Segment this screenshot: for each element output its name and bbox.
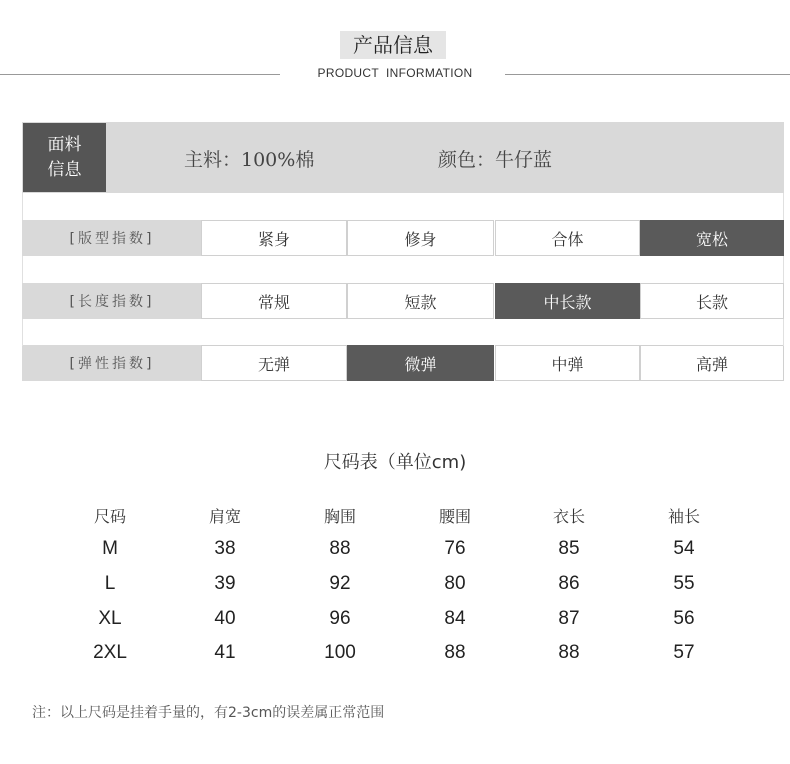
size-table-cell: 96	[329, 608, 351, 629]
size-table-cell: 86	[558, 573, 580, 594]
size-table-cell: 40	[214, 608, 236, 629]
row-spacer	[22, 193, 784, 220]
size-table-cell: 2XL	[93, 642, 127, 663]
length-index-option: 中长款	[495, 283, 640, 319]
size-table-cell: 84	[444, 608, 466, 629]
row-spacer	[22, 319, 784, 346]
size-table-cell: 87	[558, 608, 580, 629]
length-index-option: 常规	[201, 283, 347, 319]
size-table-header: 衣长	[552, 507, 585, 526]
size-table-cell: 56	[673, 608, 695, 629]
size-table-cell: 41	[214, 642, 236, 663]
size-table-cell: 92	[329, 573, 351, 594]
size-table-header: 腰围	[438, 507, 471, 526]
measurement-note: 注：以上尺码是挂着手量的，有2-3cm的误差属正常范围	[32, 705, 385, 721]
fabric-color: 颜色：牛仔蓝	[438, 149, 553, 171]
size-table-header: 肩宽	[208, 507, 241, 526]
stretch-index-option: 无弹	[201, 345, 347, 381]
size-table-cell: 57	[673, 642, 695, 663]
page-subtitle: PRODUCT INFORMATION	[317, 66, 473, 80]
fit-index-label: [版型指数]	[22, 220, 202, 256]
stretch-index-option: 微弹	[347, 345, 494, 381]
size-table-cell: 88	[329, 538, 351, 559]
size-table-title: 尺码表（单位cm)	[323, 452, 467, 473]
size-table-header: 胸围	[323, 507, 356, 526]
fit-index-option: 合体	[495, 220, 640, 256]
size-table-cell: 85	[558, 538, 580, 559]
size-table-cell: 88	[558, 642, 580, 663]
size-table-header: 尺码	[93, 507, 126, 526]
size-table-cell: M	[102, 538, 118, 559]
size-table-header: 袖长	[667, 507, 700, 526]
size-table-cell: 100	[324, 642, 356, 663]
fit-index-option: 宽松	[640, 220, 784, 256]
stretch-index-label: [弹性指数]	[22, 345, 202, 381]
size-table-cell: 76	[444, 538, 466, 559]
size-table-cell: 55	[673, 573, 695, 594]
fit-index-option: 修身	[347, 220, 494, 256]
fit-index-option: 紧身	[201, 220, 347, 256]
size-table-cell: 88	[444, 642, 466, 663]
fabric-panel	[22, 122, 784, 193]
stretch-index-option: 高弹	[640, 345, 784, 381]
size-table-cell: XL	[98, 608, 122, 629]
length-index-label: [长度指数]	[22, 283, 202, 319]
length-index-option: 短款	[347, 283, 494, 319]
row-spacer	[22, 256, 784, 283]
page-title: 产品信息	[340, 31, 446, 59]
fabric-label-line1: 面料	[47, 134, 82, 155]
size-table-cell: 38	[214, 538, 236, 559]
size-table-cell: 54	[673, 538, 695, 559]
size-table-cell: L	[104, 573, 116, 594]
fabric-material: 主料：100%棉	[184, 149, 315, 171]
size-table-cell: 80	[444, 573, 466, 594]
fabric-label-line2: 信息	[47, 159, 82, 180]
length-index-option: 长款	[640, 283, 784, 319]
stretch-index-option: 中弹	[495, 345, 640, 381]
fabric-label	[23, 123, 106, 192]
size-table-cell: 39	[214, 573, 236, 594]
